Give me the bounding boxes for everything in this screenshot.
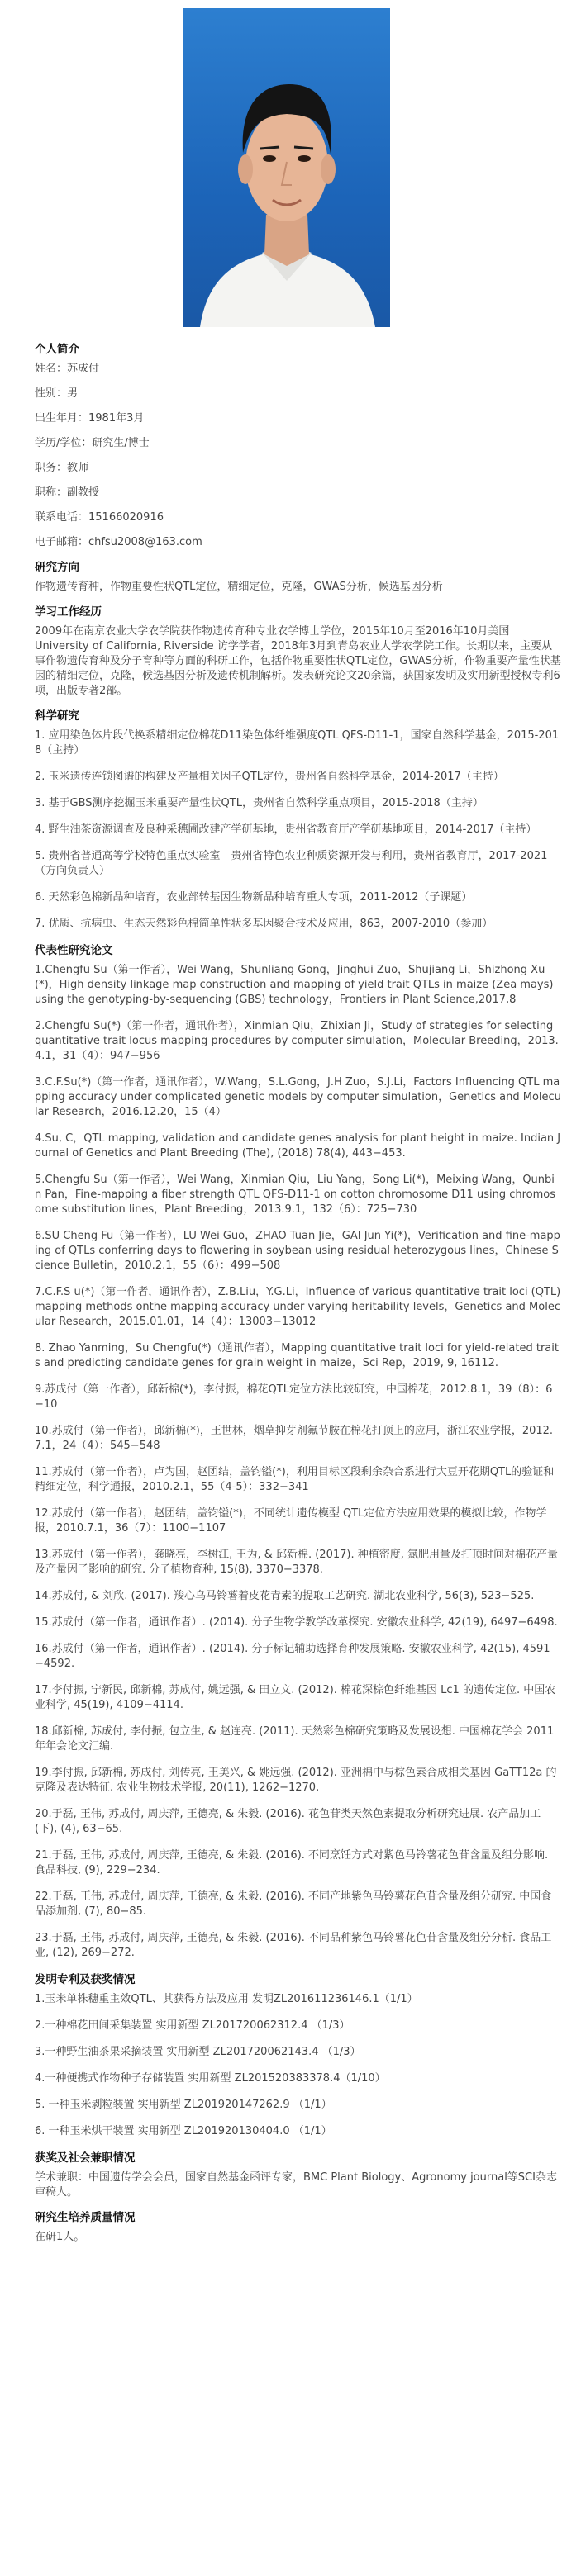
project-item: 5. 贵州省普通高等学校特色重点实验室—贵州省特色农业种质资源开发与利用，贵州省教育厅，2017-2021（方向负责人） (35, 850, 548, 877)
project-item: 2. 玉米遗传连锁图谱的构建及产量相关因子QTL定位，贵州省自然科学基金，2014-2017（主持） (35, 771, 504, 783)
position-row (35, 461, 561, 476)
paper-item: 8. Zhao Yanming，Su Chengfu(*)（通讯作者），Mapping quantitative trait loci for yield-related traits and predicting candidate genes for grain weight in maize，Sci Rep，2019, 9, 16112. (35, 1342, 559, 1369)
paper-item: 17.李付振, 宁新民, 邱新棉, 苏成付, 姚远强, & 田立文. (2012). 棉花深棕色纤维基因 Lc1 的遗传定位. 中国农业科学, 45(19), 4109−4114. (35, 1684, 556, 1711)
patents-section-title: 发明专利及获奖情况 (35, 1973, 136, 1986)
paper-item: 23.于磊, 王伟, 苏成付, 周庆萍, 王德亮, & 朱毅. (2016). 不同品种紫色马铃薯花色苷含量及组分分析. 食品工业, (12), 269−272. (35, 1932, 552, 1959)
degree-row (35, 436, 561, 451)
paper-item: 7.C.F.S u(*)（第一作者，通讯作者），Z.B.Liu，Y.G.Li，Influence of various quantitative trait loci (QTL) mapping methods onthe mapping accuracy under varying heritability levels，Genetics and Molecular Research，2015.01.01，14（4）：13003−13012 (35, 1286, 561, 1328)
paper-item: 21.于磊, 王伟, 苏成付, 周庆萍, 王德亮, & 朱毅. (2016). 不同烹饪方式对紫色马铃薯花色苷含量及组分影响. 食品科技, (9), 229−234. (35, 1849, 549, 1876)
projects-section-title: 科学研究 (35, 709, 79, 723)
email-row (35, 535, 561, 550)
paper-item: 10.苏成付（第一作者），邱新棉(*)，王世林，烟草抑芽剂氟节胺在棉花打顶上的应用，浙江农业学报，2012.7.1，24（4）：545−548 (35, 1425, 554, 1452)
paper-item: 16.苏成付（第一作者，通讯作者）. (2014). 分子标记辅助选择育种发展策略. 安徽农业科学, 42(15), 4591−4592. (35, 1643, 550, 1670)
project-item: 4. 野生油茶资源调查及良种采穗圃改建产学研基地，贵州省教育厅产学研基地项目，2014-2017（主持） (35, 823, 537, 836)
academic-text: 学术兼职：中国遗传学会会员，国家自然基金函评专家，BMC Plant Biology、Agronomy journal等SCI杂志审稿人。 (35, 2171, 557, 2199)
patent-item: 6. 一种玉米烘干装置 实用新型 ZL201920130404.0 （1/1） (35, 2125, 332, 2137)
content (20, 334, 561, 2255)
projects-list (20, 728, 561, 932)
patent-item: 3.一种野生油茶果采摘装置 实用新型 ZL201720062143.4 （1/3） (35, 2046, 361, 2058)
position-value: 教师 (67, 462, 89, 474)
paper-item: 22.于磊, 王伟, 苏成付, 周庆萍, 王德亮, & 朱毅. (2016). 不同产地紫色马铃薯花色苷含量及组分研究. 中国食品添加剂, (7), 80−85. (35, 1890, 552, 1918)
title-label: 职称： (35, 486, 68, 499)
name-value: 苏成付 (67, 363, 100, 375)
name-row (35, 362, 561, 377)
paper-item: 2.Chengfu Su(*)（第一作者，通讯作者），Xinmian Qiu，Zhixian Ji，Study of strategies for selecting quantitative trait locus mapping procedures by computer simulation，Molecular Breeding，2013.4.1，31（4）：947−956 (35, 1020, 559, 1062)
papers-section-title: 代表性研究论文 (35, 944, 113, 957)
birth-row (35, 411, 561, 426)
gender-row (35, 387, 561, 401)
patent-item: 1.玉米单株穗重主效QTL、其获得方法及应用 发明ZL201611236146.1（1/1） (35, 1993, 418, 2005)
patent-item: 5. 一种玉米剥粒装置 实用新型 ZL201920147262.9 （1/1） (35, 2099, 332, 2111)
papers-list (20, 963, 561, 1961)
experience-text: 2009年在南京农业大学农学院获作物遗传育种专业农学博士学位，2015年10月至2016年10月美国University of California, Riverside 访学学者，2018年3月到青岛农业大学农学院工作。长期以来，主要从事作物遗传育种及分子育种等方面的科研工作，包括作物重要性状QTL定位，GWAS分析，作物重要产量性状基因的精细定位，克隆，候选基因分析及遗传机制解析。发表研究论文20余篇，获国家发明及实用新型授权专利6项，出版专著2部。 (35, 625, 561, 697)
paper-item: 6.SU Cheng Fu（第一作者），LU Wei Guo，ZHAO Tuan Jie，GAI Jun Yi(*)，Verification and fine-mapping of QTLs conferring days to flowering in soybean using residual heterozygous lines，Chinese Science Bulletin，2010.2.1，55（6）：499−508 (35, 1230, 560, 1272)
paper-item: 1.Chengfu Su（第一作者），Wei Wang，Shunliang Gong，Jinghui Zuo，Shujiang Li，Shizhong Xu(*)，High density linkage map construction and mapping of yield trait QTLs in maize (Zea mays) using the genotyping-by-sequencing (GBS) technology，Frontiers in Plant Science,2017,8 (35, 964, 554, 1006)
degree-value: 研究生/博士 (92, 437, 150, 449)
paper-item: 20.于磊, 王伟, 苏成付, 周庆萍, 王德亮, & 朱毅. (2016). 花色苷类天然色素提取分析研究进展. 农产品加工(下), (4), 63−65. (35, 1808, 541, 1835)
degree-label: 学历/学位： (35, 437, 93, 449)
paper-item: 13.苏成付（第一作者），龚晓亮，李树江, 王为, & 邱新棉. (2017). 种植密度, 氮肥用量及打顶时间对棉花产量及产量因子影响的研究. 分子植物育种, 15(8), 3370−3378. (35, 1549, 558, 1576)
gender-label: 性别： (35, 387, 68, 400)
research-section-title: 研究方向 (35, 561, 79, 574)
profile-section-title: 个人简介 (35, 343, 79, 356)
gender-value: 男 (67, 387, 79, 400)
paper-item: 11.苏成付（第一作者），卢为国，赵团结，盖钧镒(*)，利用目标区段剩余杂合系进行大豆开花期QTL的验证和精细定位，科学通报，2010.2.1，55（4-5）：332−341 (35, 1466, 555, 1493)
students-text: 在研1人。 (35, 2231, 85, 2243)
email-label: 电子邮箱： (35, 536, 89, 548)
paper-item: 18.邱新棉, 苏成付, 李付振, 包立生, & 赵连亮. (2011). 天然彩色棉研究策略及发展设想. 中国棉花学会 2011 年年会论文汇编. (35, 1725, 555, 1753)
paper-item: 5.Chengfu Su（第一作者），Wei Wang，Xinmian Qiu，Liu Yang，Song Li(*)，Meixing Wang，Qunbin Pan，Fine-mapping a fiber strength QTL QFS-D11-1 on cotton chromosome D11 using chromosome substitution lines，Plant Breeding，2013.9.1，132（6）：725−730 (35, 1174, 555, 1216)
phone-row (35, 510, 561, 525)
project-item: 6. 天然彩色棉新品种培育，农业部转基因生物新品种培育重大专项，2011-2012（子课题） (35, 891, 473, 904)
paper-item: 15.苏成付（第一作者，通讯作者）. (2014). 分子生物学教学改革探究. 安徽农业科学, 42(19), 6497−6498. (35, 1616, 558, 1629)
academic-section-title: 获奖及社会兼职情况 (35, 2151, 136, 2165)
birth-label: 出生年月： (35, 412, 89, 425)
project-item: 1. 应用染色体片段代换系精细定位棉花D11染色体纤维强度QTL QFS-D11-1，国家自然科学基金，2015-2018（主持） (35, 729, 560, 757)
paper-item: 12.苏成付（第一作者），赵团结，盖钧镒(*)，不同统计遗传模型 QTL定位方法应用效果的模拟比较，作物学报，2010.7.1，36（7）：1100−1107 (35, 1507, 547, 1535)
phone-label: 联系电话： (35, 511, 89, 524)
name-label: 姓名： (35, 363, 68, 375)
paper-item: 19.李付振, 邱新棉, 苏成付, 刘传亮, 王美兴, & 姚远强. (2012). 亚洲棉中与棕色素合成相关基因 GaTT12a 的克隆及表达特征. 农业生物技术学报, 20(11), 1262−1270. (35, 1767, 557, 1794)
patents-list (20, 1992, 561, 2139)
paper-item: 3.C.F.Su(*)（第一作者，通讯作者），W.Wang，S.L.Gong，J.H Zuo，S.J.Li，Factors Influencing QTL mapping accuracy under complicated genetic models by computer simulation，Genetics and Molecular Research，2016.12.20，15（4） (35, 1076, 561, 1118)
phone-value[interactable]: 15166020916 (88, 511, 164, 524)
research-text: 作物遗传育种，作物重要性状QTL定位，精细定位，克隆，GWAS分析，候选基因分析 (35, 581, 443, 593)
profile-photo (183, 8, 390, 327)
title-value: 副教授 (67, 486, 100, 499)
paper-item: 14.苏成付, & 刘欣. (2017). 羧心乌马铃薯着皮花青素的提取工艺研究. 湖北农业科学, 56(3), 523−525. (35, 1590, 535, 1602)
paper-item: 9.苏成付（第一作者），邱新棉(*)，李付振，棉花QTL定位方法比较研究，中国棉花，2012.8.1，39（8）：6−10 (35, 1383, 553, 1411)
portrait-image (183, 8, 390, 327)
project-item: 3. 基于GBS测序挖掘玉米重要产量性状QTL，贵州省自然科学重点项目，2015-2018（主持） (35, 797, 483, 809)
project-item: 7. 优质、抗病虫、生态天然彩色棉简单性状多基因聚合技术及应用，863，2007-2010（参加） (35, 918, 493, 930)
email-value[interactable]: chfsu2008@163.com (88, 536, 202, 548)
title-row (35, 486, 561, 500)
experience-section-title: 学习工作经历 (35, 605, 102, 619)
patent-item: 2.一种棉花田间采集装置 实用新型 ZL201720062312.4 （1/3） (35, 2019, 350, 2032)
paper-item: 4.Su, C，QTL mapping, validation and candidate genes analysis for plant height in maize. Indian Journal of Genetics and Plant Breeding (The), (2018) 78(4), 443−453. (35, 1132, 561, 1160)
students-section-title: 研究生培养质量情况 (35, 2211, 136, 2224)
position-label: 职务： (35, 462, 68, 474)
patent-item: 4.一种便携式作物种子存储装置 实用新型 ZL201520383378.4（1/10） (35, 2072, 386, 2085)
birth-value: 1981年3月 (88, 412, 145, 425)
